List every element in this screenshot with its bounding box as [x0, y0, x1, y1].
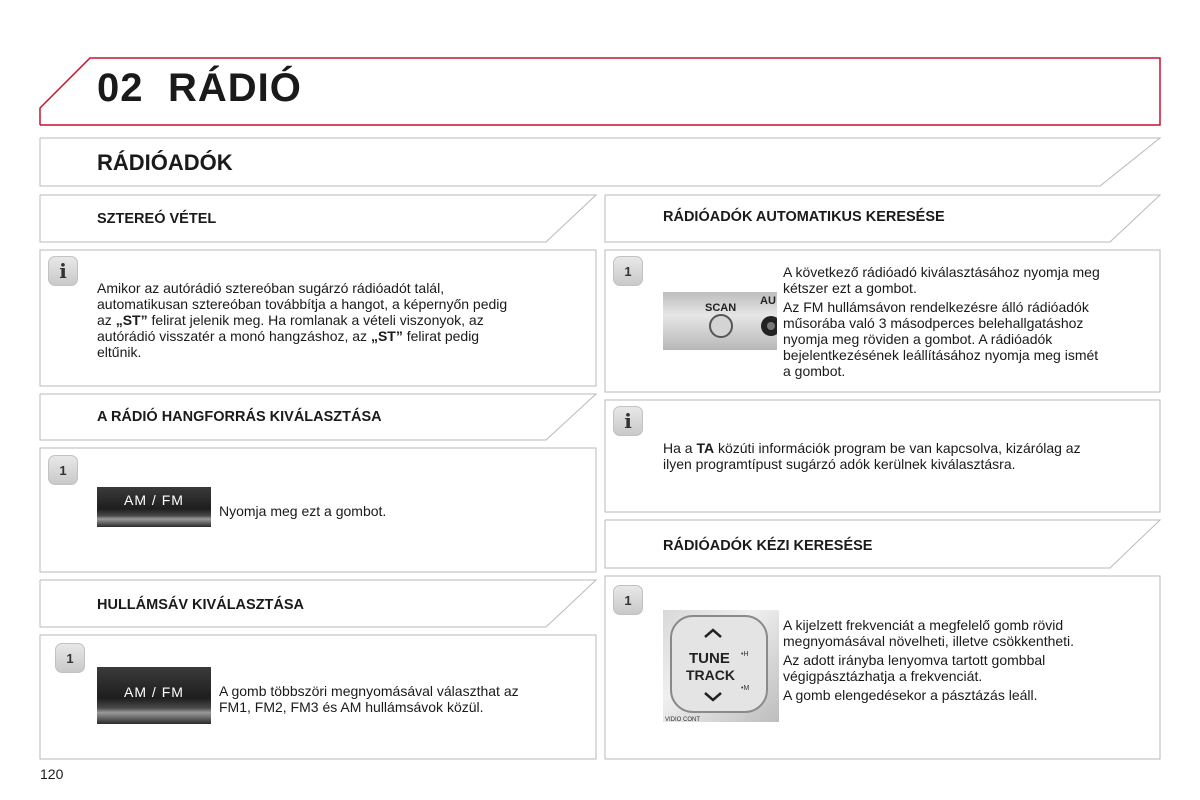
step-badge: 1 — [613, 585, 643, 615]
auto-line-6: bejelentkezésének leállításához nyomja meg ismét — [783, 347, 1099, 363]
stereo-line-4: autórádió visszatér a monó hangzáshoz, az „ST” felirat pedig — [97, 328, 480, 344]
band-text — [219, 683, 589, 715]
ta-line-1: Ha a TA közúti információk program be van kapcsolva, kizárólag az — [663, 440, 1081, 456]
auto-text — [783, 264, 1153, 379]
manual-line-3: Az adott irányba lenyomva tartott gombbal — [783, 652, 1046, 668]
aux-label: AU — [760, 295, 776, 307]
page-number: 120 — [40, 766, 64, 782]
auto-line-7: a gombot. — [783, 363, 846, 379]
step-badge: 1 — [613, 256, 643, 286]
auto-line-3: Az FM hullámsávon rendelkezésre álló rádióadók — [783, 299, 1089, 315]
band-line-2: FM1, FM2, FM3 és AM hullámsávok közül. — [219, 699, 484, 715]
img-footer-label: VIDIO CONT — [665, 717, 701, 722]
source-heading: A RÁDIÓ HANGFORRÁS KIVÁLASZTÁSA — [97, 409, 382, 425]
svg-text:•H: •H — [741, 651, 749, 658]
auto-heading: RÁDIÓADÓK AUTOMATIKUS KERESÉSE — [663, 209, 945, 225]
manual-line-1: A kijelzett frekvenciát a megfelelő gomb rövid — [783, 617, 1064, 633]
ta-label: TA — [696, 440, 715, 456]
band-heading: HULLÁMSÁV KIVÁLASZTÁSA — [97, 597, 305, 613]
stereo-heading: SZTEREÓ VÉTEL — [97, 211, 217, 227]
svg-text:•M: •M — [741, 685, 750, 692]
chapter-title: RÁDIÓ — [168, 66, 302, 110]
auto-line-4: műsorába való 3 másodperces belehallgatáshoz — [783, 315, 1084, 331]
auto-line-1: A következő rádióadó kiválasztásához nyomja meg — [783, 264, 1100, 280]
auto-line-2: kétszer ezt a gombot. — [783, 280, 917, 296]
step-badge: 1 — [55, 643, 85, 673]
tune-track-illustration — [663, 610, 779, 722]
manual-line-4: végigpásztázhatja a frekvenciát. — [783, 668, 983, 684]
manual-text — [783, 617, 1153, 703]
scan-button-illustration — [663, 292, 777, 350]
step-badge: 1 — [48, 455, 78, 485]
info-icon: i — [613, 406, 643, 436]
stereo-line-1: Amikor az autórádió sztereóban sugárzó rádióadót talál, — [97, 280, 445, 296]
source-text: Nyomja meg ezt a gombot. — [219, 503, 387, 519]
manual-line-2: megnyomásával növelheti, illetve csökkentheti. — [783, 633, 1075, 649]
stereo-line-3: az „ST” felirat jelenik meg. Ha romlanak a vételi viszonyok, az — [97, 312, 484, 328]
am-fm-button-image: AM / FM — [97, 487, 211, 527]
stereo-line-2: automatikusan sztereóban továbbítja a hangot, a képernyőn pedig — [97, 296, 508, 312]
manual-line-5: A gomb elengedésekor a pásztázás leáll. — [783, 687, 1038, 703]
st-label: „ST” — [370, 328, 403, 344]
ta-line-2: ilyen programtípust sugárzó adók kerülnek kiválasztásra. — [663, 456, 1016, 472]
scan-label: SCAN — [705, 302, 737, 314]
stereo-line-5: eltűnik. — [97, 344, 142, 360]
am-fm-button-image: AM / FM — [97, 667, 211, 724]
track-label: TRACK — [686, 667, 735, 683]
info-icon: i — [48, 256, 78, 286]
tune-track-button-image — [663, 610, 779, 722]
tune-label: TUNE — [689, 650, 730, 667]
stereo-text — [97, 280, 577, 360]
ta-text — [663, 440, 1153, 472]
manual-heading: RÁDIÓADÓK KÉZI KERESÉSE — [663, 538, 873, 554]
auto-line-5: nyomja meg röviden a gombot. A rádióadók — [783, 331, 1053, 347]
band-line-1: A gomb többszöri megnyomásával választhat az — [219, 683, 519, 699]
scan-button-image — [663, 292, 777, 350]
section-title: RÁDIÓADÓK — [97, 150, 233, 175]
chapter-number: 02 — [97, 66, 144, 110]
st-label: „ST” — [115, 312, 148, 328]
scan-knob — [710, 315, 732, 337]
